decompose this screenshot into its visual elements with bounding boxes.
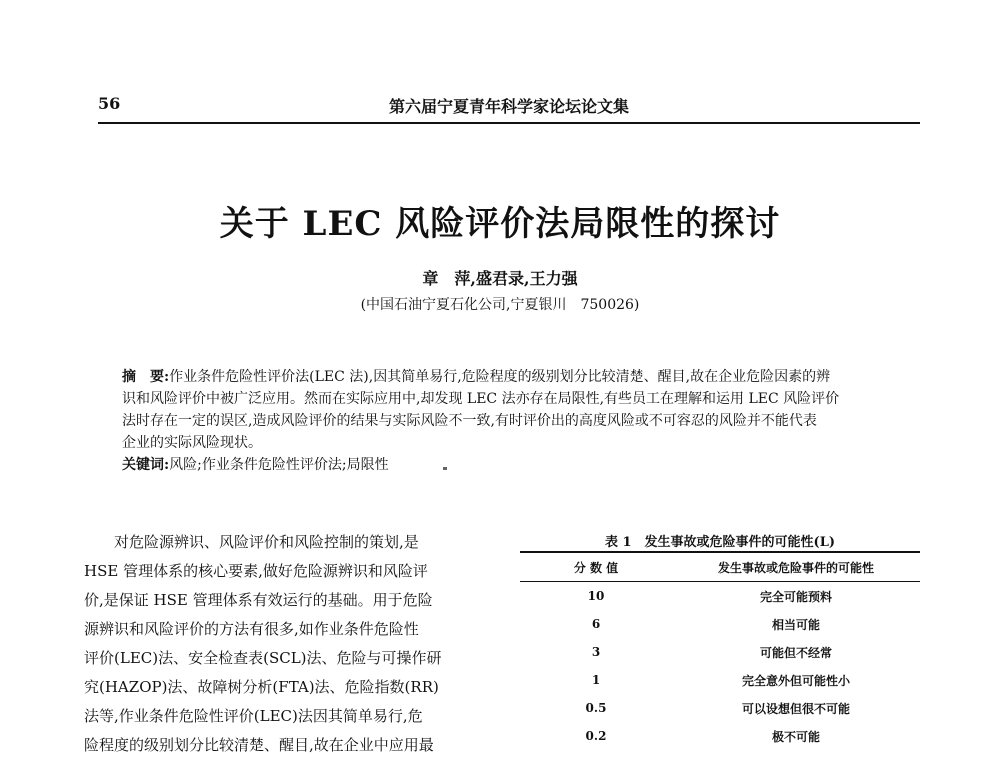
likelihood-cell: 完全可能预料	[759, 589, 832, 604]
keywords-label: 关键词:	[122, 457, 170, 473]
body-line: 究(HAZOP)法、故障树分析(FTA)法、危险指数(RR)	[84, 678, 439, 696]
body-line: HSE 管理体系的核心要素,做好危险源辨识和风险评	[84, 562, 428, 580]
table-caption: 表 1 发生事故或危险事件的可能性(L)	[604, 535, 835, 550]
likelihood-cell: 完全意外但可能性小	[741, 673, 850, 688]
table-row	[520, 638, 920, 666]
affiliation: (中国石油宁夏石化公司,宁夏银川 750026)	[360, 297, 640, 313]
abstract	[122, 366, 898, 476]
column-header-likelihood: 发生事故或危险事件的可能性	[717, 560, 874, 575]
body-line: 对危险源辨识、风险评价和风险控制的策划,是	[84, 533, 419, 551]
journal-title: 第六届宁夏青年科学家论坛论文集	[388, 97, 629, 116]
likelihood-cell: 可能但不经常	[759, 645, 832, 660]
score-cell: 6	[591, 617, 601, 631]
body-text	[84, 528, 494, 760]
score-cell: 10	[587, 589, 605, 603]
score-cell: 3	[591, 645, 601, 659]
abstract-line: 企业的实际风险现状。	[122, 435, 262, 451]
likelihood-cell: 相当可能	[771, 617, 820, 632]
table-row	[520, 694, 920, 722]
score-cell: 1	[591, 673, 601, 687]
abstract-label: 摘 要:	[122, 369, 170, 385]
body-line: 法等,作业条件危险性评价(LEC)法因其简单易行,危	[84, 707, 423, 725]
likelihood-cell: 可以设想但很不可能	[741, 701, 850, 716]
paper-title: 关于 LEC 风险评价法局限性的探讨	[219, 204, 781, 244]
abstract-line: 识和风险评价中被广泛应用。然而在实际应用中,却发现 LEC 法亦存在局限性,有些员工在理解和运用 LEC 风险评价	[122, 391, 840, 407]
table-row	[520, 722, 920, 750]
abstract-line	[122, 366, 898, 388]
keywords-text: 风险;作业条件危险性评价法;局限性	[169, 457, 389, 473]
table-row	[520, 582, 920, 611]
score-cell: 0.2	[585, 729, 607, 743]
authors: 章 萍,盛君录,王力强	[422, 269, 578, 288]
page-number: 56	[98, 94, 121, 113]
table-header-row	[520, 552, 920, 582]
page-header	[98, 92, 920, 124]
body-line: 价,是保证 HSE 管理体系有效运行的基础。用于危险	[84, 591, 433, 609]
body-line: 评价(LEC)法、安全检查表(SCL)法、危险与可操作研	[84, 649, 442, 667]
column-header-score: 分 数 值	[573, 560, 619, 575]
score-cell: 0.5	[585, 701, 607, 715]
body-line: 险程度的级别划分比较清楚、醒目,故在企业中应用最	[84, 736, 434, 754]
likelihood-cell: 极不可能	[771, 729, 820, 744]
table	[520, 551, 920, 750]
table-row	[520, 666, 920, 694]
likelihood-table	[520, 531, 920, 750]
abstract-text: 作业条件危险性评价法(LEC 法),因其简单易行,危险程度的级别划分比较清楚、醒目,故在企业危险因素的辨	[169, 369, 831, 385]
scan-mark	[443, 467, 447, 470]
body-line: 源辨识和风险评价的方法有很多,如作业条件危险性	[84, 620, 419, 638]
keywords	[122, 454, 898, 476]
abstract-line: 法时存在一定的误区,造成风险评价的结果与实际风险不一致,有时评价出的高度风险或不可容忍的风险并不能代表	[122, 413, 817, 429]
table-row	[520, 610, 920, 638]
